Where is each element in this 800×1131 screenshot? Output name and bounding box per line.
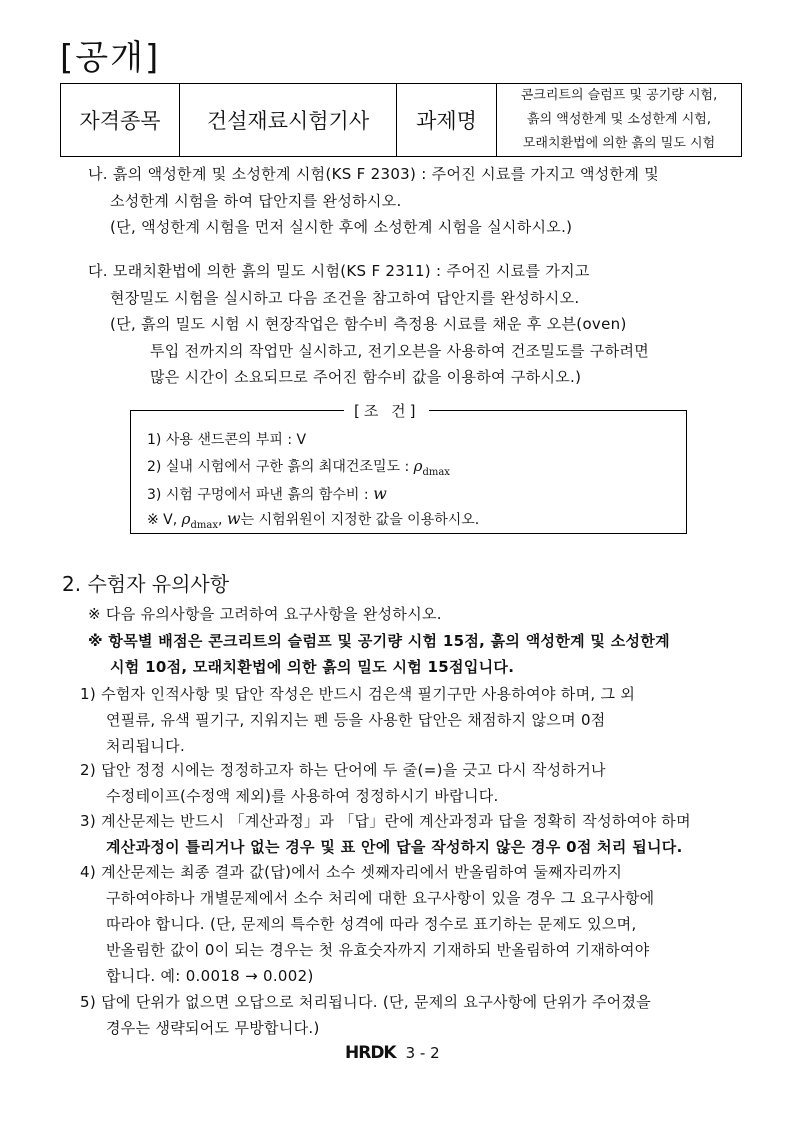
condition-line: [147, 456, 450, 478]
w-symbol: w: [226, 509, 241, 528]
section-da-note: (단, 흙의 밀도 시험 시 현장작업은 함수비 측정용 시료를 채운 후 오븐(oven): [110, 315, 627, 333]
item-line: 따라야 합니다. (단, 문제의 특수한 성격에 따라 정수로 표기하는 문제도 있으며,: [106, 915, 637, 933]
section-na-line: 소성한계 시험을 하여 답안지를 완성하시오.: [110, 192, 402, 210]
item-line: 4) 계산문제는 최종 결과 값(답)에서 소수 셋째자리에서 반올림하여 둘째자리까지: [80, 863, 623, 881]
qualification-label: 자격종목: [61, 84, 180, 157]
section-na-line: 나. 흙의 액성한계 및 소성한계 시험(KS F 2303) : 주어진 시료를 가지고 액성한계 및: [88, 165, 659, 183]
item-line-bold: 계산과정이 틀리거나 없는 경우 및 표 안에 답을 작성하지 않은 경우 0점 처리 됩니다.: [106, 838, 683, 856]
note-line: ※ 다음 유의사항을 고려하여 요구사항을 완성하시오.: [88, 605, 442, 623]
section-da-line: 다. 모래치환법에 의한 흙의 밀도 시험(KS F 2311) : 주어진 시료를 가지고: [88, 262, 590, 280]
item-line: 경우는 생략되어도 무방합니다.): [106, 1019, 320, 1037]
item-line: 2) 답안 정정 시에는 정정하고자 하는 단어에 두 줄(=)을 긋고 다시 작성하거나: [80, 761, 606, 779]
condition-text: ,: [218, 512, 227, 528]
qualification-value: 건설재료시험기사: [180, 84, 397, 157]
item-line: 연필류, 유색 필기구, 지워지는 펜 등을 사용한 답안은 채점하지 않으며 0점: [106, 711, 606, 729]
item-line: 5) 답에 단위가 없으면 오답으로 처리됩니다. (단, 문제의 요구사항에 단위가 주어졌을: [80, 993, 652, 1011]
public-label: [공개]: [60, 38, 161, 78]
rho-symbol: ρ: [181, 510, 191, 528]
condition-line: 1) 사용 샌드콘의 부피 : V: [147, 432, 307, 448]
item-line: 처리됩니다.: [106, 737, 186, 755]
condition-line: [147, 484, 387, 504]
conditions-title: [조 건]: [344, 400, 429, 421]
conditions-box: [130, 402, 687, 534]
rho-subscript: dmax: [190, 520, 218, 531]
note-line-bold: 시험 10점, 모래치환법에 의한 흙의 밀도 시험 15점입니다.: [110, 658, 515, 676]
section-na-note: (단, 액성한계 시험을 먼저 실시한 후에 소성한계 시험을 실시하시오.): [110, 218, 573, 236]
condition-text: 2) 실내 시험에서 구한 흙의 최대건조밀도 :: [147, 459, 414, 475]
item-line: 구하여야하나 개별문제에서 소수 처리에 대한 요구사항이 있을 경우 그 요구사항에: [106, 889, 655, 907]
item-line: 1) 수험자 인적사항 및 답안 작성은 반드시 검은색 필기구만 사용하여야 하며, 그 외: [80, 685, 636, 703]
task-line: 흙의 액성한계 및 소성한계 시험,: [527, 112, 711, 127]
section-da-note: 많은 시간이 소요되므로 주어진 함수비 값을 이용하여 구하시오.): [150, 368, 582, 386]
rho-subscript: dmax: [422, 467, 450, 478]
page-footer: [345, 1043, 440, 1063]
item-line: 3) 계산문제는 반드시 「계산과정」과 「답」란에 계산과정과 답을 정확히 작성하여야 하며: [80, 812, 691, 830]
condition-text: 는 시험위원이 지정한 값을 이용하시오.: [240, 512, 480, 528]
condition-note: [147, 509, 479, 531]
item-line: 반올림한 값이 0이 되는 경우는 첫 유효숫자까지 기재하되 반올림하여 기재하여야: [106, 941, 650, 959]
section-da-line: 현장밀도 시험을 실시하고 다음 조건을 참고하여 답안지를 완성하시오.: [110, 289, 580, 307]
task-line: 콘크리트의 슬럼프 및 공기량 시험,: [520, 88, 718, 103]
section-da-note: 투입 전까지의 작업만 실시하고, 전기오븐을 사용하여 건조밀도를 구하려면: [150, 342, 650, 360]
item-line: 합니다. 예: 0.0018 → 0.002): [106, 967, 314, 985]
section-2-title: 2. 수험자 유의사항: [62, 572, 230, 596]
note-line-bold: ※ 항목별 배점은 콘크리트의 슬럼프 및 공기량 시험 15점, 흙의 액성한계 및 소성한계: [88, 632, 670, 650]
task-label: 과제명: [397, 84, 497, 157]
w-symbol: w: [373, 484, 387, 503]
info-table: [60, 83, 742, 157]
rho-symbol: ρ: [413, 457, 423, 475]
item-line: 수정테이프(수정액 제외)를 사용하여 정정하시기 바랍니다.: [106, 787, 499, 805]
condition-text: 3) 시험 구멍에서 파낸 흙의 함수비 :: [147, 487, 374, 503]
condition-text: ※ V,: [147, 512, 182, 528]
task-value: [497, 84, 742, 157]
page-number: 3 - 2: [405, 1044, 440, 1062]
hrdk-logo: HRDK: [345, 1043, 396, 1063]
task-line: 모래치환법에 의한 흙의 밀도 시험: [522, 136, 716, 151]
